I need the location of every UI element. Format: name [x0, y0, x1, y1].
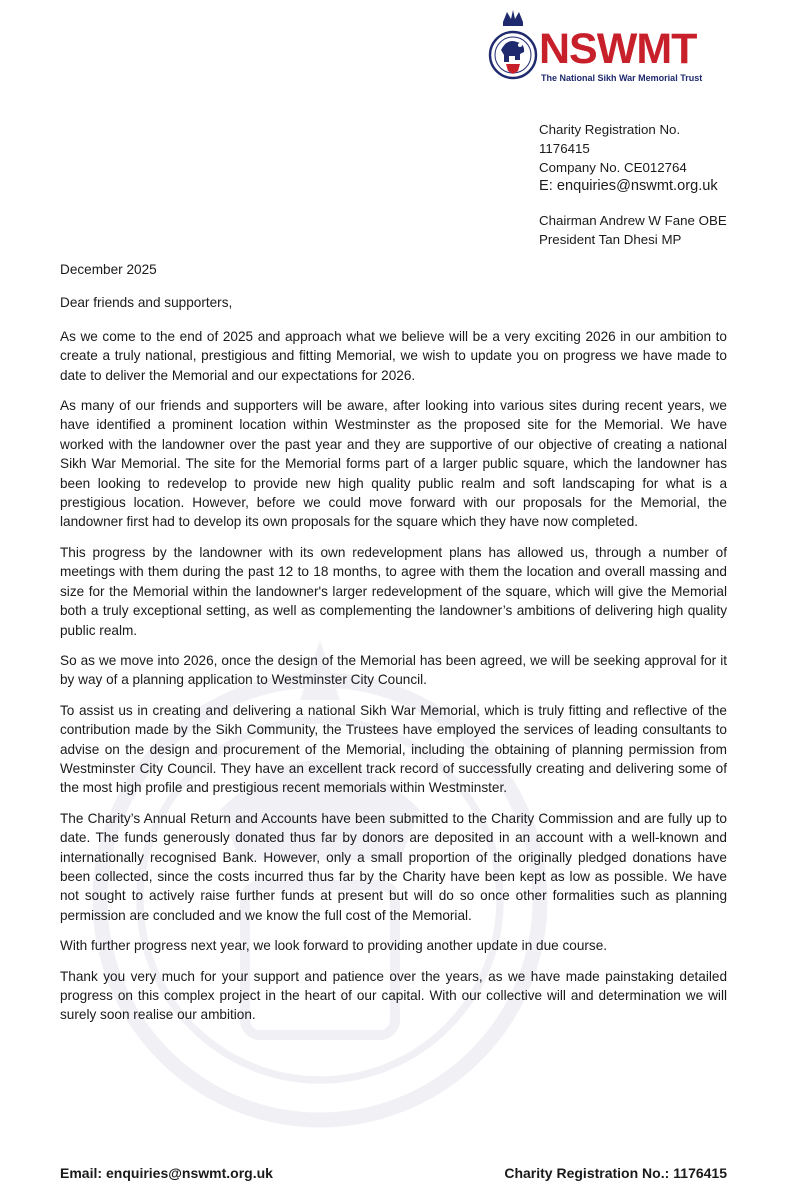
footer-email-label: Email:: [60, 1165, 103, 1181]
paragraph: With further progress next year, we look forward to providing another update in due course.: [60, 938, 608, 954]
header-email[interactable]: E: enquiries@nswmt.org.uk: [539, 178, 718, 194]
paragraph: As many of our friends and supporters will be aware, after looking into various sites during recent years, we have identified a prominent location within Westminster as the proposed site for the Memorial. We have worked with the landowner over the past year and they are supportive of our objective of creating a national Sikh War Memorial. The site for the Memorial forms part of a larger public square, which the landowner has been looking to redevelop to provide new high quality public realm and soft landscaping for what is a prestigious location. However, before we could move forward with our proposals for the Memorial, the landowner first had to develop its own proposals for the square which they have now completed.: [60, 398, 727, 530]
company-number: Company No. CE012764: [539, 160, 687, 175]
paragraph: So as we move into 2026, once the design of the Memorial has been agreed, we will be seeking approval for it by way of a planning application to Westminster City Council.: [60, 652, 727, 688]
officers-block: [539, 211, 727, 249]
footer-charity-registration: [504, 1165, 727, 1181]
charity-registration-label: Charity Registration No.: [539, 122, 681, 137]
footer: [60, 1165, 727, 1181]
logo-tagline: The National Sikh War Memorial Trust: [541, 73, 703, 83]
president: President Tan Dhesi MP: [539, 232, 682, 247]
contact-block: [539, 120, 718, 196]
salutation: Dear friends and supporters,: [60, 295, 233, 311]
footer-email-value[interactable]: enquiries@nswmt.org.uk: [106, 1165, 273, 1181]
letter-body: [60, 260, 727, 1036]
letter-date: December 2025: [60, 262, 157, 277]
footer-charity-value: 1176415: [673, 1165, 727, 1181]
crest-icon: [487, 8, 539, 84]
charity-registration-number: 1176415: [539, 141, 590, 156]
paragraph: As we come to the end of 2025 and approach what we believe will be a very exciting 2026 in our ambition to create a truly national, prestigious and fitting Memorial, we wish to update you on progress we have made to date to deliver the Memorial and our expectations for 2026.: [60, 328, 727, 383]
footer-charity-label: Charity Registration No.:: [504, 1165, 670, 1181]
paragraph: Thank you very much for your support and patience over the years, as we have made painstaking detailed progress on this complex project in the heart of our capital. With our collective will and determination we will surely soon realise our ambition.: [60, 968, 727, 1023]
chairman: Chairman Andrew W Fane OBE: [539, 213, 727, 228]
logo-acronym: NSWMT: [539, 25, 697, 73]
footer-email: [60, 1165, 273, 1181]
paragraph: This progress by the landowner with its own redevelopment plans has allowed us, through a number of meetings with them during the past 12 to 18 months, to agree with them the location and overall massing and size for the Memorial within the landowner's larger redevelopment of the square, which will give the Memorial both a truly exceptional setting, as well as complementing the landowner’s ambitions of delivering high quality public realm.: [60, 544, 727, 638]
nswmt-logo: [487, 8, 717, 84]
paragraph: The Charity’s Annual Return and Accounts have been submitted to the Charity Commission and are fully up to date. The funds generously donated thus far by donors are deposited in an account with a well-known and internationally recognised Bank. However, only a small proportion of the originally pledged donations have been collected, since the costs incurred thus far by the Charity have been kept as low as possible. We have not sought to actively raise further funds at present but will do so once other formalities such as planning permission are concluded and we know the full cost of the Memorial.: [60, 810, 727, 923]
paragraph: To assist us in creating and delivering a national Sikh War Memorial, which is truly fitting and reflective of the contribution made by the Sikh Community, the Trustees have employed the services of leading consultants to advise on the design and procurement of the Memorial, including the obtaining of planning permission from Westminster City Council. They have an excellent track record of successfully creating and delivering some of the most high profile and prestigious recent memorials within Westminster.: [60, 702, 727, 796]
